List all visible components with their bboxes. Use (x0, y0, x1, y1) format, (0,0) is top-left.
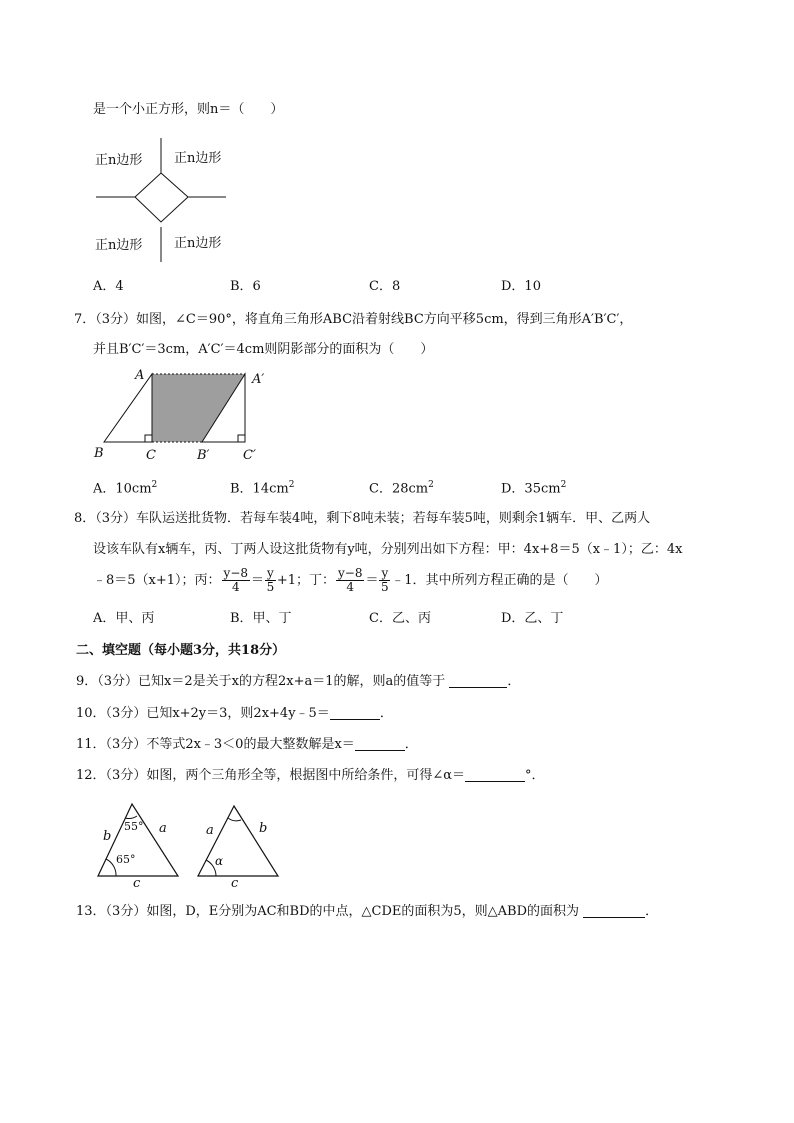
q8-line1: 8．（3分）车队运送批货物．若每车装4吨，剩下8吨未装；若每车装5吨，则剩余1辆车．甲、乙两人 (74, 511, 651, 526)
q6-option-d: D．10 (501, 279, 541, 294)
q7-line2: 并且B′C′＝3cm，A′C′＝4cm则阴影部分的面积为（ ） (93, 342, 434, 357)
q7-option-a: A．$10cm^2$ (93, 480, 158, 497)
q8-frac-bing-right: $\frac{y}{5}$ (266, 566, 275, 594)
q12-t1-side-c: c (133, 876, 141, 891)
q12-t2-side-a: a (206, 823, 214, 838)
q7-label-a2: A′ (252, 372, 265, 387)
q8-line3: ﹣8＝5（x+1）；丙： $\frac{y-8}{4}$ ＝ $\frac{y}{5}$ +1；丁： $\frac{y-8}{4}$ ＝ $\frac{y}{5}$ ﹣1．其中所列方程正确的是（ ） (93, 566, 608, 594)
q6-label-br: 正n边形 (174, 236, 222, 251)
q8-option-a: A．甲、丙 (93, 611, 155, 626)
q8-frac-ding-right: $\frac{y}{5}$ (381, 566, 389, 594)
section-heading: 二、填空题（每小题3分，共18分） (76, 643, 286, 658)
q12-figure (94, 800, 294, 890)
q12-arc-top (228, 818, 241, 821)
q13: 13．（3分）如图，D，E分别为AC和BD的中点，△CDE的面积为5，则△ABD的面积为 ． (76, 904, 659, 919)
q7-line1: 7．（3分）如图，∠C＝90°，将直角三角形ABC沿着射线BC方向平移5cm，得到三角形A′B′C′， (74, 312, 633, 327)
q12-answer-blank (465, 767, 525, 782)
q11-answer-blank (355, 736, 405, 751)
q6-label-tr: 正n边形 (174, 151, 222, 166)
q7-option-d: D．$35cm^2$ (501, 480, 567, 497)
q13-answer-blank (583, 903, 645, 918)
q7-label-c2: C′ (243, 448, 256, 463)
q7-option-c: C．$28cm^2$ (369, 480, 434, 497)
q6-label-tl: 正n边形 (95, 153, 143, 168)
q7-triangle-abc (104, 374, 152, 442)
q7-right-angle-c (145, 435, 152, 442)
q9: 9．（3分）已知x＝2是关于x的方程2x+a＝1的解，则a的值等于 ． (76, 674, 521, 689)
q12-t2-side-c: c (231, 876, 239, 891)
q11: 11．（3分）不等式2x﹣3＜0的最大整数解是x＝ ． (76, 737, 418, 752)
q7-label-b: B (94, 446, 104, 461)
q12-t1-angle-55: 55° (124, 820, 144, 833)
q6-small-square (135, 173, 188, 222)
q8-frac-ding-left: $\frac{y-8}{4}$ (337, 566, 363, 594)
q8-line2: 设该车队有x辆车，丙、丁两人设这批货物有y吨，分别列出如下方程：甲：4x+8＝5（x﹣1）；乙：4x (93, 542, 683, 557)
q12-t1-angle-65: 65° (116, 853, 136, 866)
q10-answer-blank (330, 705, 380, 720)
q8-option-c: C．乙、丙 (369, 611, 431, 626)
q6-label-bl: 正n边形 (95, 238, 143, 253)
q7-right-angle-c2 (238, 435, 245, 442)
q6-option-a: A．4 (93, 279, 124, 294)
q12-arc-65 (106, 859, 116, 876)
q8-option-b: B．甲、丁 (230, 611, 292, 626)
q7-label-a: A (135, 368, 145, 383)
q6-option-c: C．8 (369, 279, 401, 294)
q7-label-c: C (146, 448, 156, 463)
q12-t2-alpha: α (215, 854, 224, 868)
q12-t1-side-b: b (103, 829, 112, 844)
q9-answer-blank (449, 673, 507, 688)
q12-t1-side-a: a (159, 821, 167, 836)
q6-text: 是一个小正方形，则n＝（ ） (93, 102, 284, 117)
q12: 12．（3分）如图，两个三角形全等，根据图中所给条件，可得∠α＝ °． (76, 768, 545, 783)
q10: 10．（3分）已知x+2y＝3，则2x+4y﹣5＝ ． (76, 706, 393, 721)
q7-label-b2: B′ (197, 448, 210, 463)
q12-t2-side-b: b (259, 821, 268, 836)
q8-option-d: D．乙、丁 (501, 611, 564, 626)
q12-triangle-right (198, 806, 278, 876)
q8-frac-bing-left: $\frac{y-8}{4}$ (223, 566, 249, 594)
q6-option-b: B．6 (230, 279, 261, 294)
q7-shaded-region (152, 374, 245, 442)
q7-option-b: B．$14cm^2$ (230, 480, 295, 497)
